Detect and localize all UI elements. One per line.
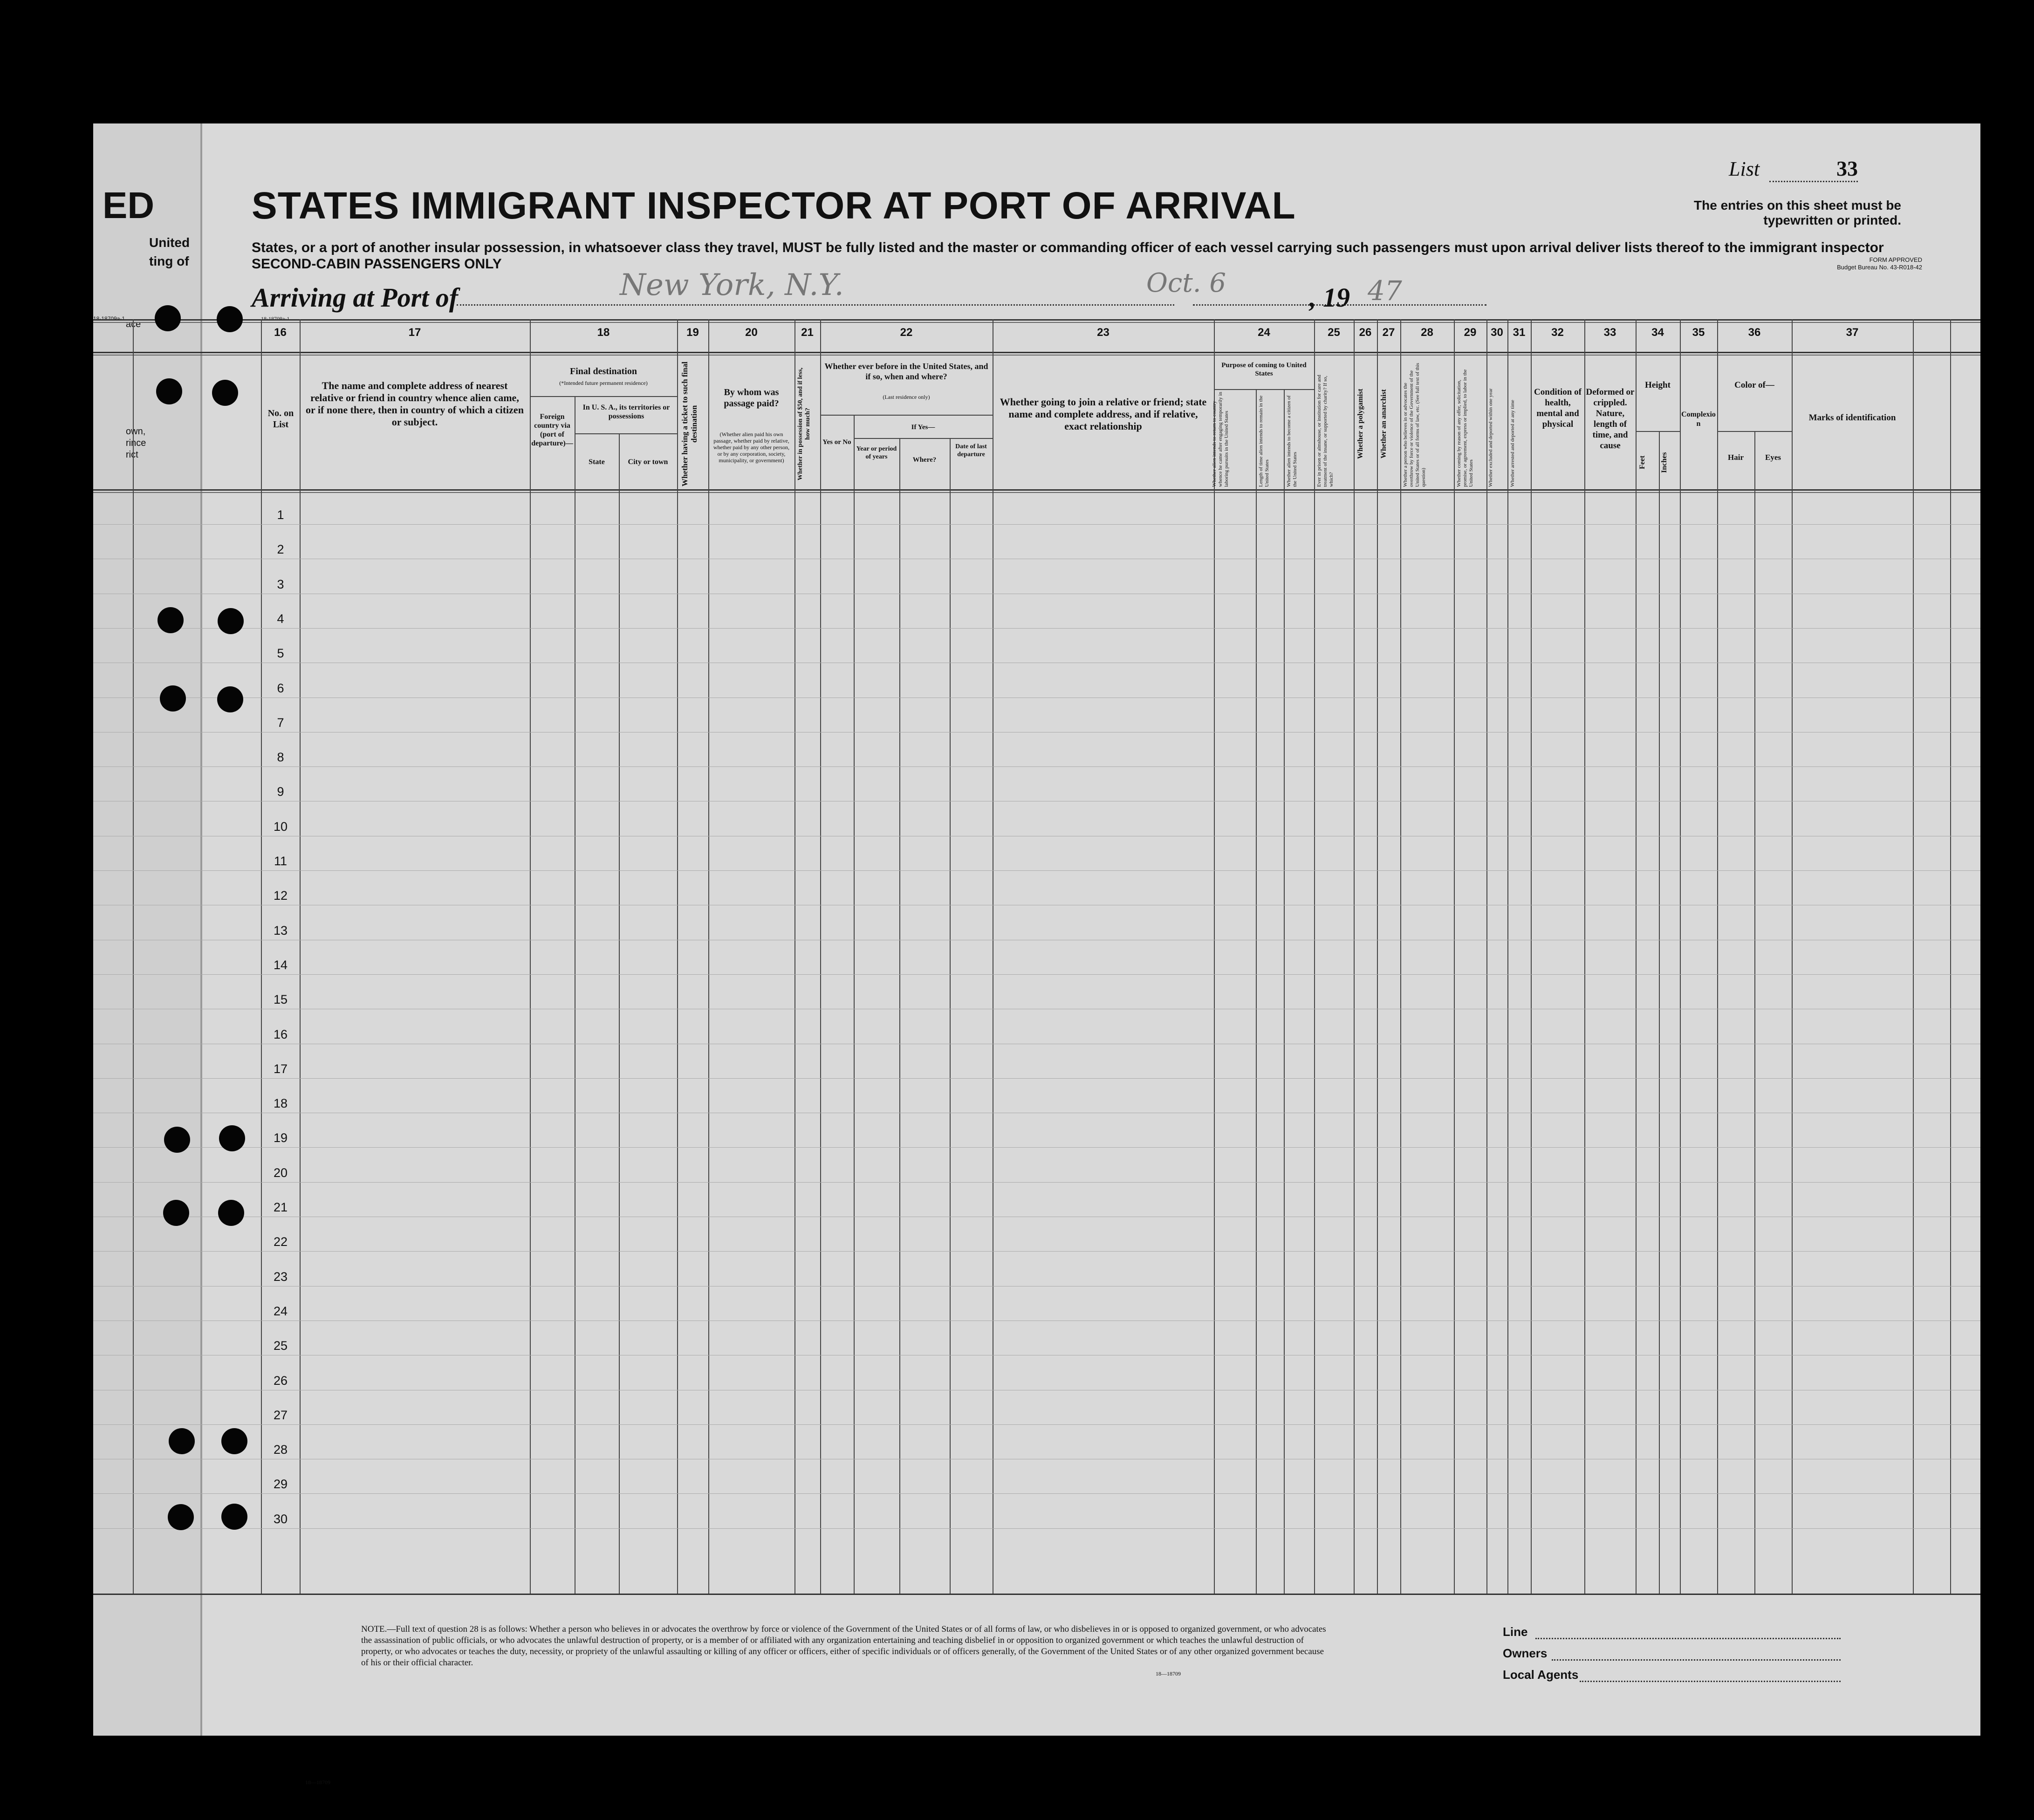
col-line	[950, 438, 951, 1594]
col-line	[1792, 319, 1793, 1594]
hdr-state: State	[589, 458, 605, 466]
hdr-height: Height	[1645, 380, 1671, 390]
hdr-possession-50: Whether in possession of $50, and if less, how much?	[797, 367, 811, 481]
col-line	[1584, 319, 1585, 1594]
list-number-line	[1769, 156, 1858, 182]
row-number: 14	[273, 958, 288, 972]
colnum-17: 17	[408, 326, 421, 339]
table-row	[93, 870, 1980, 871]
date-handwritten: Oct. 6	[1146, 268, 1226, 298]
col-line	[899, 438, 900, 1594]
hdr-eyes: Eyes	[1765, 453, 1781, 462]
row-number: 1	[277, 508, 284, 522]
hdr-if-yes: If Yes—	[911, 424, 935, 431]
hdr-purpose: Purpose of coming to United States	[1221, 362, 1307, 377]
colnum-24: 24	[1258, 326, 1270, 339]
hdr-ever-before-sub: (Last residence only)	[883, 394, 930, 400]
prev-col-2: own,	[126, 426, 146, 437]
punch-hole	[156, 378, 182, 404]
instructions-text: States, or a port of another insular possession, in whatsoever class they travel, MUST be fully listed and the master or commanding officer of each vessel carrying such passengers must upon arrival deliver lists thereof to the immigrant inspector	[252, 240, 1884, 255]
hdr-join-relative: Whether going to join a relative or friend; state name and complete address, and if relative, exact relationship	[1000, 396, 1207, 432]
row-number: 18	[273, 1096, 288, 1111]
line-label: Line	[1503, 1625, 1528, 1639]
row-number: 7	[277, 715, 284, 730]
col-line	[1314, 319, 1315, 1594]
col-line	[1377, 319, 1378, 1594]
hdr-passage-paid-sub: (Whether alien paid his own passage, whether paid by relative, whether paid by any other person, or by any corporation, society, municipality, or government)	[713, 431, 790, 464]
col-line	[1636, 319, 1637, 1594]
punch-hole	[217, 686, 243, 712]
row-number: 8	[277, 750, 284, 765]
table-row	[93, 628, 1980, 629]
table-top-border	[93, 319, 1980, 321]
owners-field	[1552, 1659, 1841, 1661]
col-line	[133, 319, 134, 1594]
col-line	[1256, 389, 1257, 1594]
row-number: 10	[273, 819, 288, 834]
row-number: 21	[273, 1200, 288, 1214]
port-dotted-line	[457, 304, 1174, 306]
hdr-city: City or town	[628, 458, 668, 466]
hdr-feet: Feet	[1638, 455, 1646, 470]
hdr-hair: Hair	[1728, 453, 1744, 462]
table-row	[93, 1493, 1980, 1494]
punch-hole	[155, 305, 181, 331]
row-number: 22	[273, 1235, 288, 1249]
subhdr-line-22	[820, 415, 993, 416]
hdr-overthrow: Whether a person who believes in or advocates the overthrow by force or violence of the Government of the United States or of all forms of law, etc. (See full text of this question)	[1403, 363, 1426, 487]
row-number: 13	[273, 923, 288, 937]
row-number: 15	[273, 992, 288, 1007]
row-number: 2	[277, 542, 284, 557]
colnum-row-border	[93, 352, 1980, 353]
subhdr-line-22b	[854, 438, 993, 439]
col-line	[1717, 319, 1718, 1594]
subhdr-line-24	[1214, 389, 1314, 390]
typewritten-note: The entries on this sheet must be typewritten or printed.	[1694, 198, 1901, 227]
table-form-code: 18—18709	[305, 1779, 330, 1786]
colnum-34: 34	[1651, 326, 1664, 339]
footer-form-code: 18—18709	[1156, 1670, 1181, 1677]
col-line	[854, 415, 855, 1594]
row-number: 27	[273, 1408, 288, 1422]
hdr-labor-offer: Whether coming by reason of any offer, solicitation, promise, or agreement, express or implied, to labor in the United States	[1456, 369, 1474, 487]
row-number: 12	[273, 889, 288, 903]
colnum-23: 23	[1097, 326, 1109, 339]
row-number: 28	[273, 1443, 288, 1457]
hdr-year-period: Year or period of years	[856, 445, 897, 460]
hdr-prison: Ever in prison or almshouse, or institution for care and treatment of the insane, or supported by charity? If so, which?	[1316, 375, 1334, 487]
budget-bureau: Budget Bureau No. 43-R018-42	[1837, 264, 1922, 271]
hdr-purpose-a: Whether alien intends to return to country whence he came after engaging temporarily in laboring pursuits in the United States	[1212, 391, 1229, 487]
row-number: 30	[273, 1512, 288, 1526]
hdr-polygamist: Whether a polygamist	[1356, 389, 1364, 459]
form-approved	[1782, 256, 1922, 271]
hdr-where: Where?	[912, 456, 937, 464]
table-row	[93, 974, 1980, 975]
year-handwritten: 47	[1368, 275, 1402, 307]
prev-line-2: ting of	[149, 254, 189, 268]
col-line	[619, 433, 620, 1594]
hdr-color-of: Color of—	[1734, 380, 1774, 390]
subhdr-line-18b	[575, 433, 677, 434]
subhdr-line-34	[1636, 431, 1680, 432]
hdr-passage-paid: By whom was passage paid?	[724, 387, 779, 409]
row-number: 19	[273, 1131, 288, 1145]
header-bottom-border	[93, 489, 1980, 491]
hdr-marks: Marks of identification	[1808, 413, 1896, 423]
punch-hole	[160, 685, 186, 712]
colnum-21: 21	[801, 326, 814, 339]
colnum-26: 26	[1359, 326, 1372, 339]
punch-hole	[221, 1504, 247, 1530]
hdr-nearest-relative: The name and complete address of nearest relative or friend in country whence alien came, or if none there, then in country of which a citizen or subject.	[306, 380, 524, 428]
hdr-ticket: Whether having a ticket to such final destination	[680, 362, 699, 486]
hdr-anarchist: Whether an anarchist	[1380, 389, 1388, 459]
col-line	[1659, 431, 1660, 1594]
hdr-final-destination: Final destination	[570, 366, 637, 376]
manifest-table	[93, 319, 1980, 1786]
agents-field	[1580, 1681, 1841, 1682]
question-28-note: NOTE.—Full text of question 28 is as follows: Whether a person who believes in or advocates the overthrow by force or violence of the Government of the United States or of all forms of law, or who disbelieves in or is opposed to organized government, or who advocates the assassination of public officials, or who advocates the unlawful destruction of property, or is a member of or affiliated with any organization entertaining and teaching disbelief in or opposition to organized government or which teaches the unlawful destruction of property, or who advocates or teaches the duty, necessity, or propriety of the unlawful assaulting or killing of any officer or officers, either of specific individuals or of officers generally, of the Government of the United States or of any other organized government because of his or their official character.	[361, 1624, 1326, 1668]
col-line	[820, 319, 821, 1594]
prev-col-1: ace	[126, 319, 141, 329]
punch-hole	[158, 607, 184, 633]
hdr-health: Condition of health, mental and physical	[1534, 387, 1582, 429]
colnum-27: 27	[1382, 326, 1395, 339]
col-line	[261, 319, 262, 1594]
punch-hole	[221, 1428, 247, 1454]
colnum-37: 37	[1846, 326, 1859, 339]
punch-hole	[219, 1125, 245, 1151]
colnum-36: 36	[1748, 326, 1761, 339]
table-row	[93, 766, 1980, 767]
hdr-arrested: Whether arrested and deported at any time	[1510, 400, 1515, 487]
colnum-32: 32	[1551, 326, 1564, 339]
hdr-last-departure: Date of last departure	[955, 443, 987, 458]
punch-hole	[218, 1200, 244, 1226]
col-line	[1354, 319, 1355, 1594]
hdr-no-on-list: No. on List	[267, 408, 294, 430]
hdr-purpose-c: Whether alien intends to become a citizen of the United States	[1286, 395, 1298, 487]
row-number: 6	[277, 681, 284, 695]
table-row	[93, 524, 1980, 525]
row-number: 9	[277, 785, 284, 799]
form-approved-label: FORM APPROVED	[1869, 256, 1922, 263]
list-number-block	[1729, 156, 1863, 182]
prev-col-4: rict	[126, 450, 138, 460]
table-bottom-border	[93, 1594, 1980, 1595]
owners-label: Owners	[1503, 1646, 1548, 1660]
punch-hole	[168, 1504, 194, 1530]
table-row	[93, 1424, 1980, 1425]
row-number: 26	[273, 1373, 288, 1388]
prev-col-3: rince	[126, 438, 146, 448]
punch-hole	[212, 380, 238, 406]
colnum-18: 18	[597, 326, 610, 339]
hdr-complexion: Complexion	[1681, 411, 1716, 428]
col-line	[1400, 319, 1401, 1594]
colnum-29: 29	[1464, 326, 1477, 339]
punch-hole	[163, 1200, 189, 1226]
col-line	[1214, 319, 1215, 1594]
hdr-ever-before: Whether ever before in the United States, and if so, when and where?	[824, 362, 988, 381]
col-line	[677, 319, 678, 1594]
table-row	[93, 1251, 1980, 1252]
hdr-deformed: Deformed or crippled. Nature, length of time, and cause	[1586, 387, 1635, 451]
row-number: 23	[273, 1269, 288, 1284]
punch-hole	[218, 608, 244, 634]
col-line	[708, 319, 709, 1594]
row-number: 4	[277, 611, 284, 626]
col-line	[1454, 319, 1455, 1594]
hdr-in-usa: In U. S. A., its territories or possessions	[582, 404, 670, 420]
col-line	[1754, 431, 1755, 1594]
row-number: 25	[273, 1339, 288, 1353]
col-line	[1950, 319, 1951, 1594]
port-handwritten: New York, N.Y.	[620, 268, 844, 302]
colnum-20: 20	[745, 326, 758, 339]
col-line	[530, 319, 531, 1594]
row-number: 20	[273, 1165, 288, 1180]
cabin-class: SECOND-CABIN PASSENGERS ONLY	[252, 256, 502, 272]
page-title: STATES IMMIGRANT INSPECTOR AT PORT OF ARRIVAL	[252, 185, 1296, 227]
colnum-35: 35	[1692, 326, 1705, 339]
colnum-22: 22	[900, 326, 913, 339]
table-row	[93, 1182, 1980, 1183]
table-row	[93, 1528, 1980, 1529]
row-number: 3	[277, 577, 284, 591]
punch-hole	[169, 1428, 195, 1454]
hdr-inches: Inches	[1660, 452, 1668, 473]
header-bottom-border-inner	[93, 492, 1980, 493]
col-line	[300, 319, 301, 1594]
colnum-row-border-inner	[93, 355, 1980, 356]
colnum-16: 16	[274, 326, 287, 339]
row-number: 24	[273, 1304, 288, 1318]
hdr-final-destination-sub: (*Intended future permanent residence)	[559, 380, 648, 386]
table-row	[93, 1147, 1980, 1148]
row-number: 17	[273, 1061, 288, 1076]
prev-line-1: United	[149, 235, 190, 250]
row-number: 16	[273, 1027, 288, 1041]
col-line	[1531, 319, 1532, 1594]
table-row	[93, 1078, 1980, 1079]
colnum-30: 30	[1491, 326, 1503, 339]
list-label: List	[1729, 157, 1760, 180]
punch-hole	[217, 306, 243, 332]
manifest-sheet	[93, 123, 1980, 1786]
row-number: 29	[273, 1477, 288, 1492]
colnum-28: 28	[1421, 326, 1433, 339]
header-form-code: 18-18709a-1	[261, 315, 290, 322]
colnum-31: 31	[1513, 326, 1526, 339]
col-line	[1284, 389, 1285, 1594]
hdr-yes-no: Yes or No	[822, 438, 851, 446]
row-number: 11	[274, 854, 288, 868]
col-line	[1486, 319, 1487, 1594]
col-line	[794, 319, 795, 1594]
arriving-port-row	[252, 268, 1510, 315]
line-field	[1535, 1638, 1841, 1639]
col-line	[1507, 319, 1508, 1594]
punch-hole	[164, 1127, 190, 1153]
subhdr-line-18	[530, 396, 677, 397]
prev-form-code: 18-18709a-1	[93, 315, 125, 322]
table-top-border-inner	[93, 322, 1980, 323]
year-prefix: , 19	[1309, 282, 1350, 313]
prev-title-fragment: ED	[103, 185, 155, 226]
row-number: 5	[277, 646, 284, 661]
hdr-foreign-country: Foreign country via (port of departure)—	[531, 413, 573, 447]
agents-label: Local Agents	[1503, 1668, 1579, 1682]
hdr-purpose-b: Length of time alien intends to remain in the United States	[1258, 395, 1270, 487]
colnum-25: 25	[1328, 326, 1340, 339]
colnum-19: 19	[686, 326, 699, 339]
col-line	[1913, 319, 1914, 1594]
col-line	[1680, 319, 1681, 1594]
subhdr-line-36	[1717, 431, 1792, 432]
hdr-excluded: Whether excluded and deported within one year	[1488, 388, 1493, 487]
list-number: 33	[1836, 157, 1858, 180]
colnum-33: 33	[1603, 326, 1616, 339]
arriving-label: Arriving at Port of	[252, 282, 459, 313]
